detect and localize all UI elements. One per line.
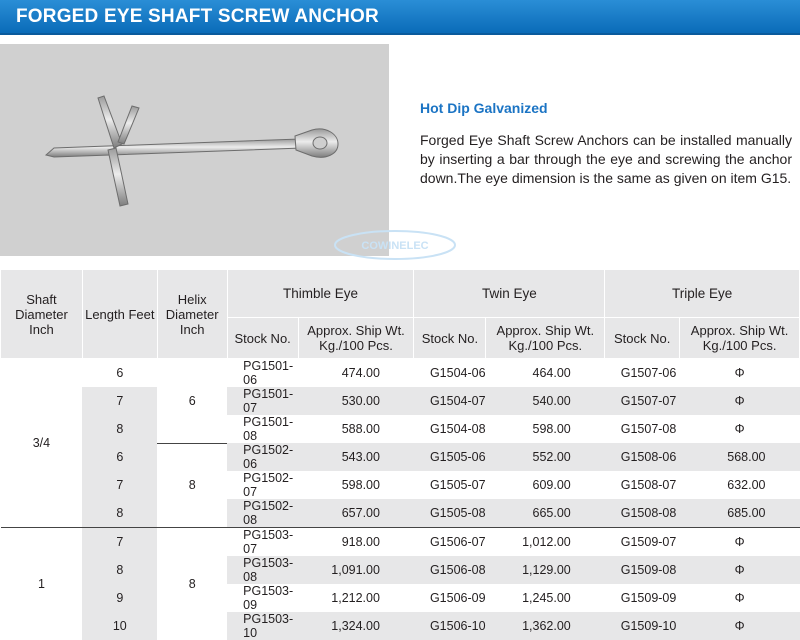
thimble-stock-cell: PG1503-08 [227, 556, 298, 584]
triple-weight-cell: Φ [680, 387, 800, 415]
header-shaft: Shaft Diameter Inch [1, 270, 83, 359]
twin-stock-cell: G1506-08 [414, 556, 486, 584]
thimble-weight-cell: 588.00 [298, 415, 414, 443]
twin-weight-cell: 1,012.00 [486, 528, 605, 557]
shaft-cell: 1 [1, 528, 83, 640]
triple-stock-cell: G1507-08 [605, 415, 680, 443]
page-header [0, 0, 800, 35]
header-stock-no: Stock No. [605, 318, 680, 359]
thimble-stock-cell: PG1502-07 [227, 471, 298, 499]
twin-stock-cell: G1504-07 [414, 387, 486, 415]
length-cell: 8 [82, 415, 157, 443]
header-triple-eye: Triple Eye [605, 270, 800, 318]
length-cell: 7 [82, 528, 157, 557]
shaft-cell: 3/4 [1, 359, 83, 528]
triple-weight-cell: 568.00 [680, 443, 800, 471]
table-row [1, 584, 800, 612]
table-row [1, 556, 800, 584]
twin-stock-cell: G1506-09 [414, 584, 486, 612]
helix-cell: 6 [157, 359, 227, 444]
header-weight: Approx. Ship Wt. Kg./100 Pcs. [298, 318, 414, 359]
length-cell: 8 [82, 556, 157, 584]
length-cell: 7 [82, 387, 157, 415]
twin-stock-cell: G1504-06 [414, 359, 486, 388]
thimble-weight-cell: 598.00 [298, 471, 414, 499]
table-row [1, 471, 800, 499]
thimble-stock-cell: PG1501-07 [227, 387, 298, 415]
header-weight: Approx. Ship Wt. Kg./100 Pcs. [486, 318, 605, 359]
triple-stock-cell: G1509-09 [605, 584, 680, 612]
length-cell: 8 [82, 499, 157, 528]
table-row [1, 415, 800, 443]
twin-stock-cell: G1504-08 [414, 415, 486, 443]
table-row [1, 612, 800, 640]
helix-cell: 8 [157, 528, 227, 640]
length-cell: 6 [82, 443, 157, 471]
length-cell: 9 [82, 584, 157, 612]
thimble-weight-cell: 657.00 [298, 499, 414, 528]
header-stock-no: Stock No. [227, 318, 298, 359]
table-row [1, 528, 800, 557]
header-length: Length Feet [82, 270, 157, 359]
length-cell: 7 [82, 471, 157, 499]
thimble-stock-cell: PG1501-08 [227, 415, 298, 443]
twin-stock-cell: G1505-07 [414, 471, 486, 499]
twin-stock-cell: G1505-08 [414, 499, 486, 528]
twin-weight-cell: 598.00 [486, 415, 605, 443]
triple-stock-cell: G1508-08 [605, 499, 680, 528]
thimble-stock-cell: PG1502-08 [227, 499, 298, 528]
thimble-weight-cell: 1,091.00 [298, 556, 414, 584]
thimble-weight-cell: 1,212.00 [298, 584, 414, 612]
twin-weight-cell: 540.00 [486, 387, 605, 415]
table-row [1, 387, 800, 415]
twin-stock-cell: G1506-10 [414, 612, 486, 640]
thimble-stock-cell: PG1503-09 [227, 584, 298, 612]
triple-weight-cell: Φ [680, 359, 800, 388]
length-cell: 6 [82, 359, 157, 388]
triple-weight-cell: 632.00 [680, 471, 800, 499]
triple-weight-cell: Φ [680, 528, 800, 557]
helix-cell: 8 [157, 443, 227, 528]
thimble-weight-cell: 543.00 [298, 443, 414, 471]
length-cell: 10 [82, 612, 157, 640]
watermark-text: COWINELEC [361, 240, 428, 252]
triple-stock-cell: G1508-07 [605, 471, 680, 499]
table-row [1, 443, 800, 471]
product-description: Forged Eye Shaft Screw Anchors can be installed manually by inserting a bar through the eye and screwing the anchor down.The eye dimension is the same as given on item G15. [420, 131, 792, 188]
twin-stock-cell: G1506-07 [414, 528, 486, 557]
triple-stock-cell: G1509-08 [605, 556, 680, 584]
twin-weight-cell: 1,245.00 [486, 584, 605, 612]
triple-stock-cell: G1507-06 [605, 359, 680, 388]
thimble-weight-cell: 530.00 [298, 387, 414, 415]
thimble-weight-cell: 1,324.00 [298, 612, 414, 640]
twin-weight-cell: 609.00 [486, 471, 605, 499]
thimble-stock-cell: PG1503-10 [227, 612, 298, 640]
twin-weight-cell: 665.00 [486, 499, 605, 528]
thimble-weight-cell: 474.00 [298, 359, 414, 388]
twin-weight-cell: 464.00 [486, 359, 605, 388]
thimble-stock-cell: PG1503-07 [227, 528, 298, 557]
header-weight: Approx. Ship Wt. Kg./100 Pcs. [680, 318, 800, 359]
specs-table [0, 269, 800, 640]
twin-weight-cell: 1,129.00 [486, 556, 605, 584]
twin-weight-cell: 1,362.00 [486, 612, 605, 640]
twin-weight-cell: 552.00 [486, 443, 605, 471]
header-twin-eye: Twin Eye [414, 270, 605, 318]
triple-stock-cell: G1508-06 [605, 443, 680, 471]
page-title: FORGED EYE SHAFT SCREW ANCHOR [16, 6, 379, 28]
thimble-stock-cell: PG1501-06 [227, 359, 298, 388]
thimble-weight-cell: 918.00 [298, 528, 414, 557]
table-row [1, 499, 800, 528]
table-row [1, 359, 800, 388]
triple-stock-cell: G1509-07 [605, 528, 680, 557]
header-stock-no: Stock No. [414, 318, 486, 359]
triple-weight-cell: Φ [680, 556, 800, 584]
header-thimble-eye: Thimble Eye [227, 270, 414, 318]
triple-weight-cell: Φ [680, 612, 800, 640]
watermark-logo [330, 225, 460, 265]
triple-weight-cell: Φ [680, 584, 800, 612]
twin-stock-cell: G1505-06 [414, 443, 486, 471]
triple-weight-cell: Φ [680, 415, 800, 443]
thimble-stock-cell: PG1502-06 [227, 443, 298, 471]
header-helix: Helix Diameter Inch [157, 270, 227, 359]
triple-weight-cell: 685.00 [680, 499, 800, 528]
triple-stock-cell: G1507-07 [605, 387, 680, 415]
triple-stock-cell: G1509-10 [605, 612, 680, 640]
finish-heading: Hot Dip Galvanized [420, 100, 548, 116]
